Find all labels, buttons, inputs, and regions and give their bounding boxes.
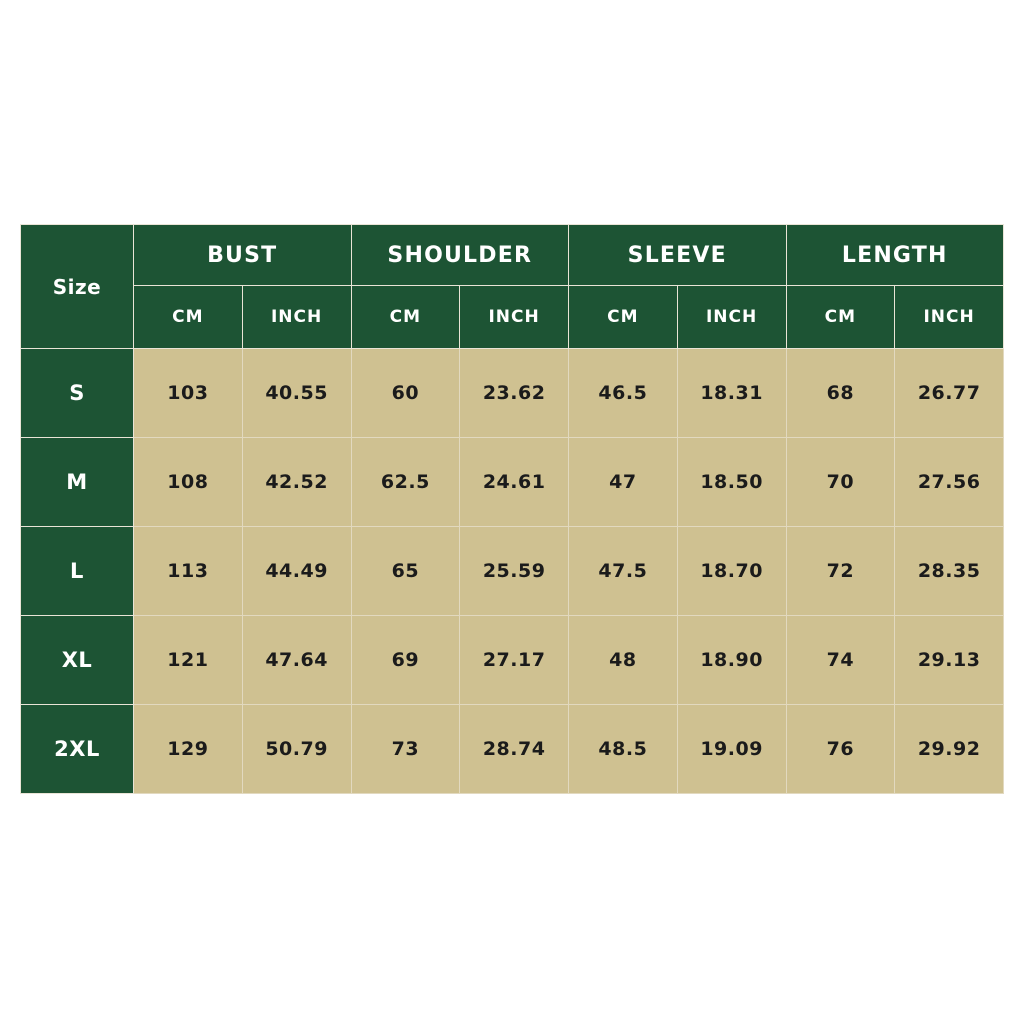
cell-shoulder-cm: 73 <box>351 705 460 794</box>
table-row <box>21 616 1004 705</box>
row-size-label: 2XL <box>21 705 134 794</box>
cell-shoulder-inch: 24.61 <box>460 438 569 527</box>
cell-length-inch: 29.92 <box>895 705 1004 794</box>
size-column-header: Size <box>21 225 134 349</box>
cell-shoulder-cm: 65 <box>351 527 460 616</box>
cell-bust-inch: 44.49 <box>242 527 351 616</box>
table-header-row-groups <box>21 225 1004 286</box>
cell-bust-cm: 108 <box>134 438 243 527</box>
cell-sleeve-cm: 46.5 <box>569 349 678 438</box>
cell-length-cm: 74 <box>786 616 895 705</box>
table-header-row-units <box>21 286 1004 349</box>
cell-bust-cm: 129 <box>134 705 243 794</box>
row-size-label: S <box>21 349 134 438</box>
table-row <box>21 438 1004 527</box>
unit-header-bust-cm: CM <box>134 286 243 349</box>
cell-sleeve-inch: 18.50 <box>677 438 786 527</box>
cell-sleeve-inch: 18.31 <box>677 349 786 438</box>
group-header-bust: BUST <box>134 225 352 286</box>
unit-header-sleeve-inch: INCH <box>677 286 786 349</box>
cell-length-inch: 29.13 <box>895 616 1004 705</box>
row-size-label: L <box>21 527 134 616</box>
cell-length-inch: 26.77 <box>895 349 1004 438</box>
cell-sleeve-cm: 47 <box>569 438 678 527</box>
row-size-label: XL <box>21 616 134 705</box>
cell-shoulder-inch: 25.59 <box>460 527 569 616</box>
cell-length-cm: 72 <box>786 527 895 616</box>
cell-shoulder-inch: 23.62 <box>460 349 569 438</box>
cell-length-inch: 27.56 <box>895 438 1004 527</box>
unit-header-shoulder-cm: CM <box>351 286 460 349</box>
cell-sleeve-cm: 48.5 <box>569 705 678 794</box>
cell-sleeve-inch: 18.70 <box>677 527 786 616</box>
table-row <box>21 527 1004 616</box>
table-row <box>21 349 1004 438</box>
unit-header-bust-inch: INCH <box>242 286 351 349</box>
cell-sleeve-cm: 47.5 <box>569 527 678 616</box>
cell-shoulder-inch: 28.74 <box>460 705 569 794</box>
cell-bust-inch: 40.55 <box>242 349 351 438</box>
cell-shoulder-cm: 62.5 <box>351 438 460 527</box>
cell-length-inch: 28.35 <box>895 527 1004 616</box>
cell-length-cm: 76 <box>786 705 895 794</box>
cell-bust-inch: 50.79 <box>242 705 351 794</box>
table-row <box>21 705 1004 794</box>
cell-length-cm: 70 <box>786 438 895 527</box>
size-chart-container <box>20 224 1004 786</box>
cell-shoulder-inch: 27.17 <box>460 616 569 705</box>
cell-sleeve-inch: 18.90 <box>677 616 786 705</box>
cell-length-cm: 68 <box>786 349 895 438</box>
unit-header-sleeve-cm: CM <box>569 286 678 349</box>
cell-sleeve-cm: 48 <box>569 616 678 705</box>
group-header-shoulder: SHOULDER <box>351 225 569 286</box>
row-size-label: M <box>21 438 134 527</box>
cell-shoulder-cm: 60 <box>351 349 460 438</box>
unit-header-shoulder-inch: INCH <box>460 286 569 349</box>
unit-header-length-cm: CM <box>786 286 895 349</box>
cell-sleeve-inch: 19.09 <box>677 705 786 794</box>
cell-bust-cm: 121 <box>134 616 243 705</box>
cell-bust-inch: 42.52 <box>242 438 351 527</box>
cell-bust-cm: 113 <box>134 527 243 616</box>
unit-header-length-inch: INCH <box>895 286 1004 349</box>
cell-bust-cm: 103 <box>134 349 243 438</box>
cell-bust-inch: 47.64 <box>242 616 351 705</box>
size-chart-table <box>20 224 1004 794</box>
group-header-length: LENGTH <box>786 225 1004 286</box>
cell-shoulder-cm: 69 <box>351 616 460 705</box>
group-header-sleeve: SLEEVE <box>569 225 787 286</box>
